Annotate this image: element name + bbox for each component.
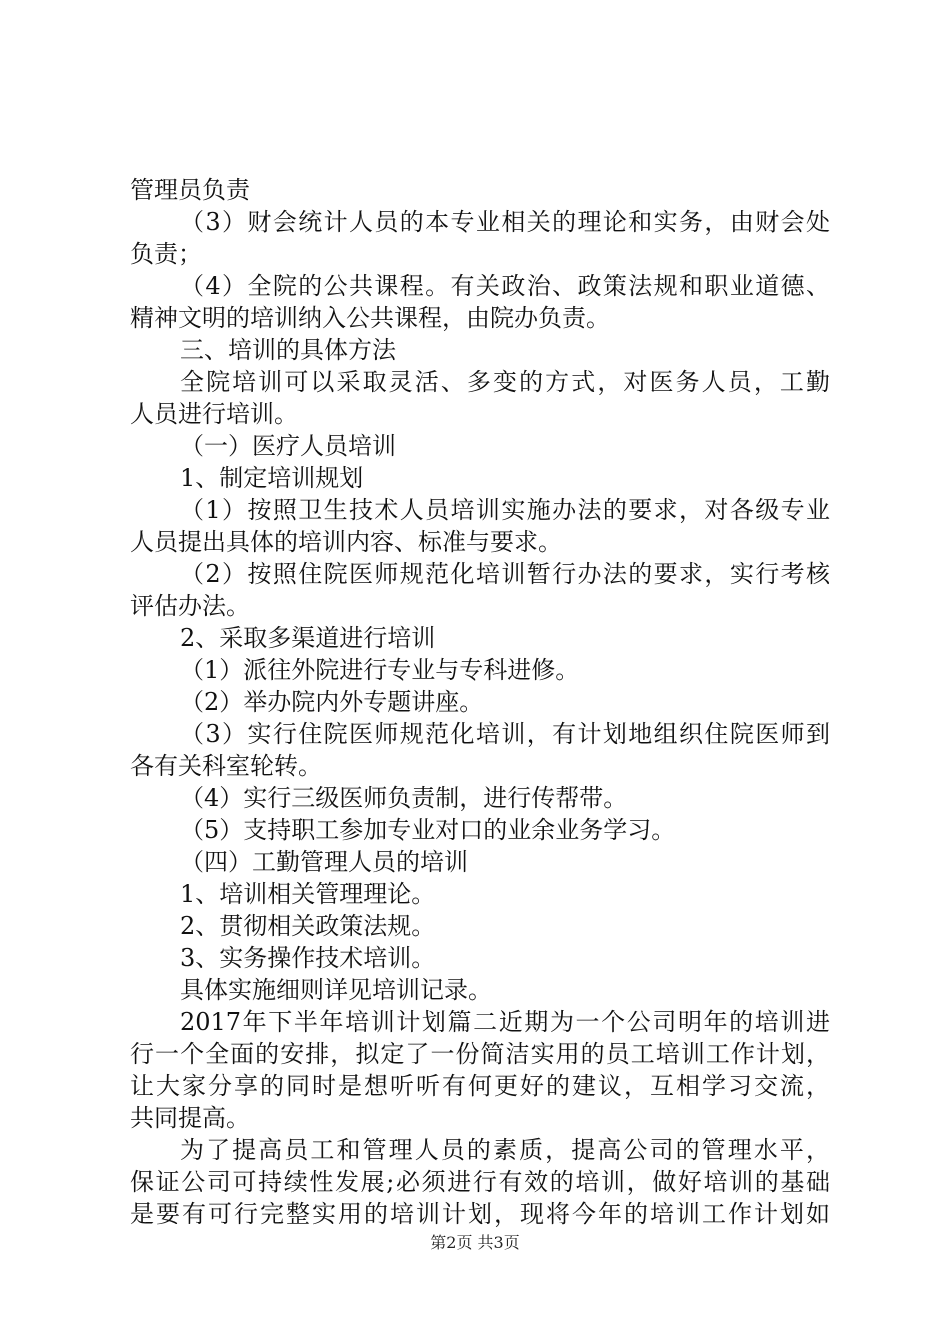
text-line: 全院培训可以采取灵活、多变的方式，对医务人员，工勤 [180, 368, 830, 396]
text-line: 共同提高。 [130, 1104, 250, 1132]
text-line: 管理员负责 [130, 176, 250, 204]
text-line: 人员提出具体的培训内容、标准与要求。 [130, 528, 562, 556]
text-line: 让大家分享的同时是想听听有何更好的建议，互相学习交流， [130, 1072, 830, 1100]
text-line: （1）派往外院进行专业与专科进修。 [180, 656, 580, 684]
text-line: 3、实务操作技术培训。 [180, 944, 436, 972]
text-line: 人员进行培训。 [130, 400, 298, 428]
text-line: （3）财会统计人员的本专业相关的理论和实务，由财会处 [180, 208, 830, 236]
text-line: （5）支持职工参加专业对口的业余业务学习。 [180, 816, 676, 844]
text-line: （2）举办院内外专题讲座。 [180, 688, 484, 716]
text-line: 具体实施细则详见培训记录。 [180, 976, 492, 1004]
page-number-footer: 第2页 共3页 [430, 1233, 520, 1252]
text-line: （4）全院的公共课程。有关政治、政策法规和职业道德、 [180, 272, 830, 300]
text-line: （1）按照卫生技术人员培训实施办法的要求，对各级专业 [180, 496, 830, 524]
text-line: 负责； [130, 240, 202, 268]
text-line: 2、采取多渠道进行培训 [180, 624, 436, 652]
text-line: 为了提高员工和管理人员的素质，提高公司的管理水平， [180, 1136, 830, 1164]
text-line: 保证公司可持续性发展;必须进行有效的培训，做好培训的基础 [130, 1168, 830, 1196]
text-line: 2、贯彻相关政策法规。 [180, 912, 436, 940]
text-line: 精神文明的培训纳入公共课程，由院办负责。 [130, 304, 610, 332]
text-line: 1、制定培训规划 [180, 464, 364, 492]
text-line: （2）按照住院医师规范化培训暂行办法的要求，实行考核 [180, 560, 830, 588]
text-line: 各有关科室轮转。 [130, 752, 322, 780]
subsection-heading: （四）工勤管理人员的培训 [180, 848, 468, 876]
text-line: 1、培训相关管理理论。 [180, 880, 436, 908]
text-line: 评估办法。 [130, 592, 250, 620]
text-line: 行一个全面的安排，拟定了一份简洁实用的员工培训工作计划， [130, 1040, 830, 1068]
text-line: （4）实行三级医师负责制，进行传帮带。 [180, 784, 628, 812]
subsection-heading: （一）医疗人员培训 [180, 432, 396, 460]
text-line: （3）实行住院医师规范化培训，有计划地组织住院医师到 [180, 720, 830, 748]
text-line: 是要有可行完整实用的培训计划，现将今年的培训工作计划如 [130, 1200, 830, 1228]
section-heading: 三、培训的具体方法 [180, 336, 396, 364]
text-line: 2017年下半年培训计划篇二近期为一个公司明年的培训进 [180, 1008, 830, 1036]
